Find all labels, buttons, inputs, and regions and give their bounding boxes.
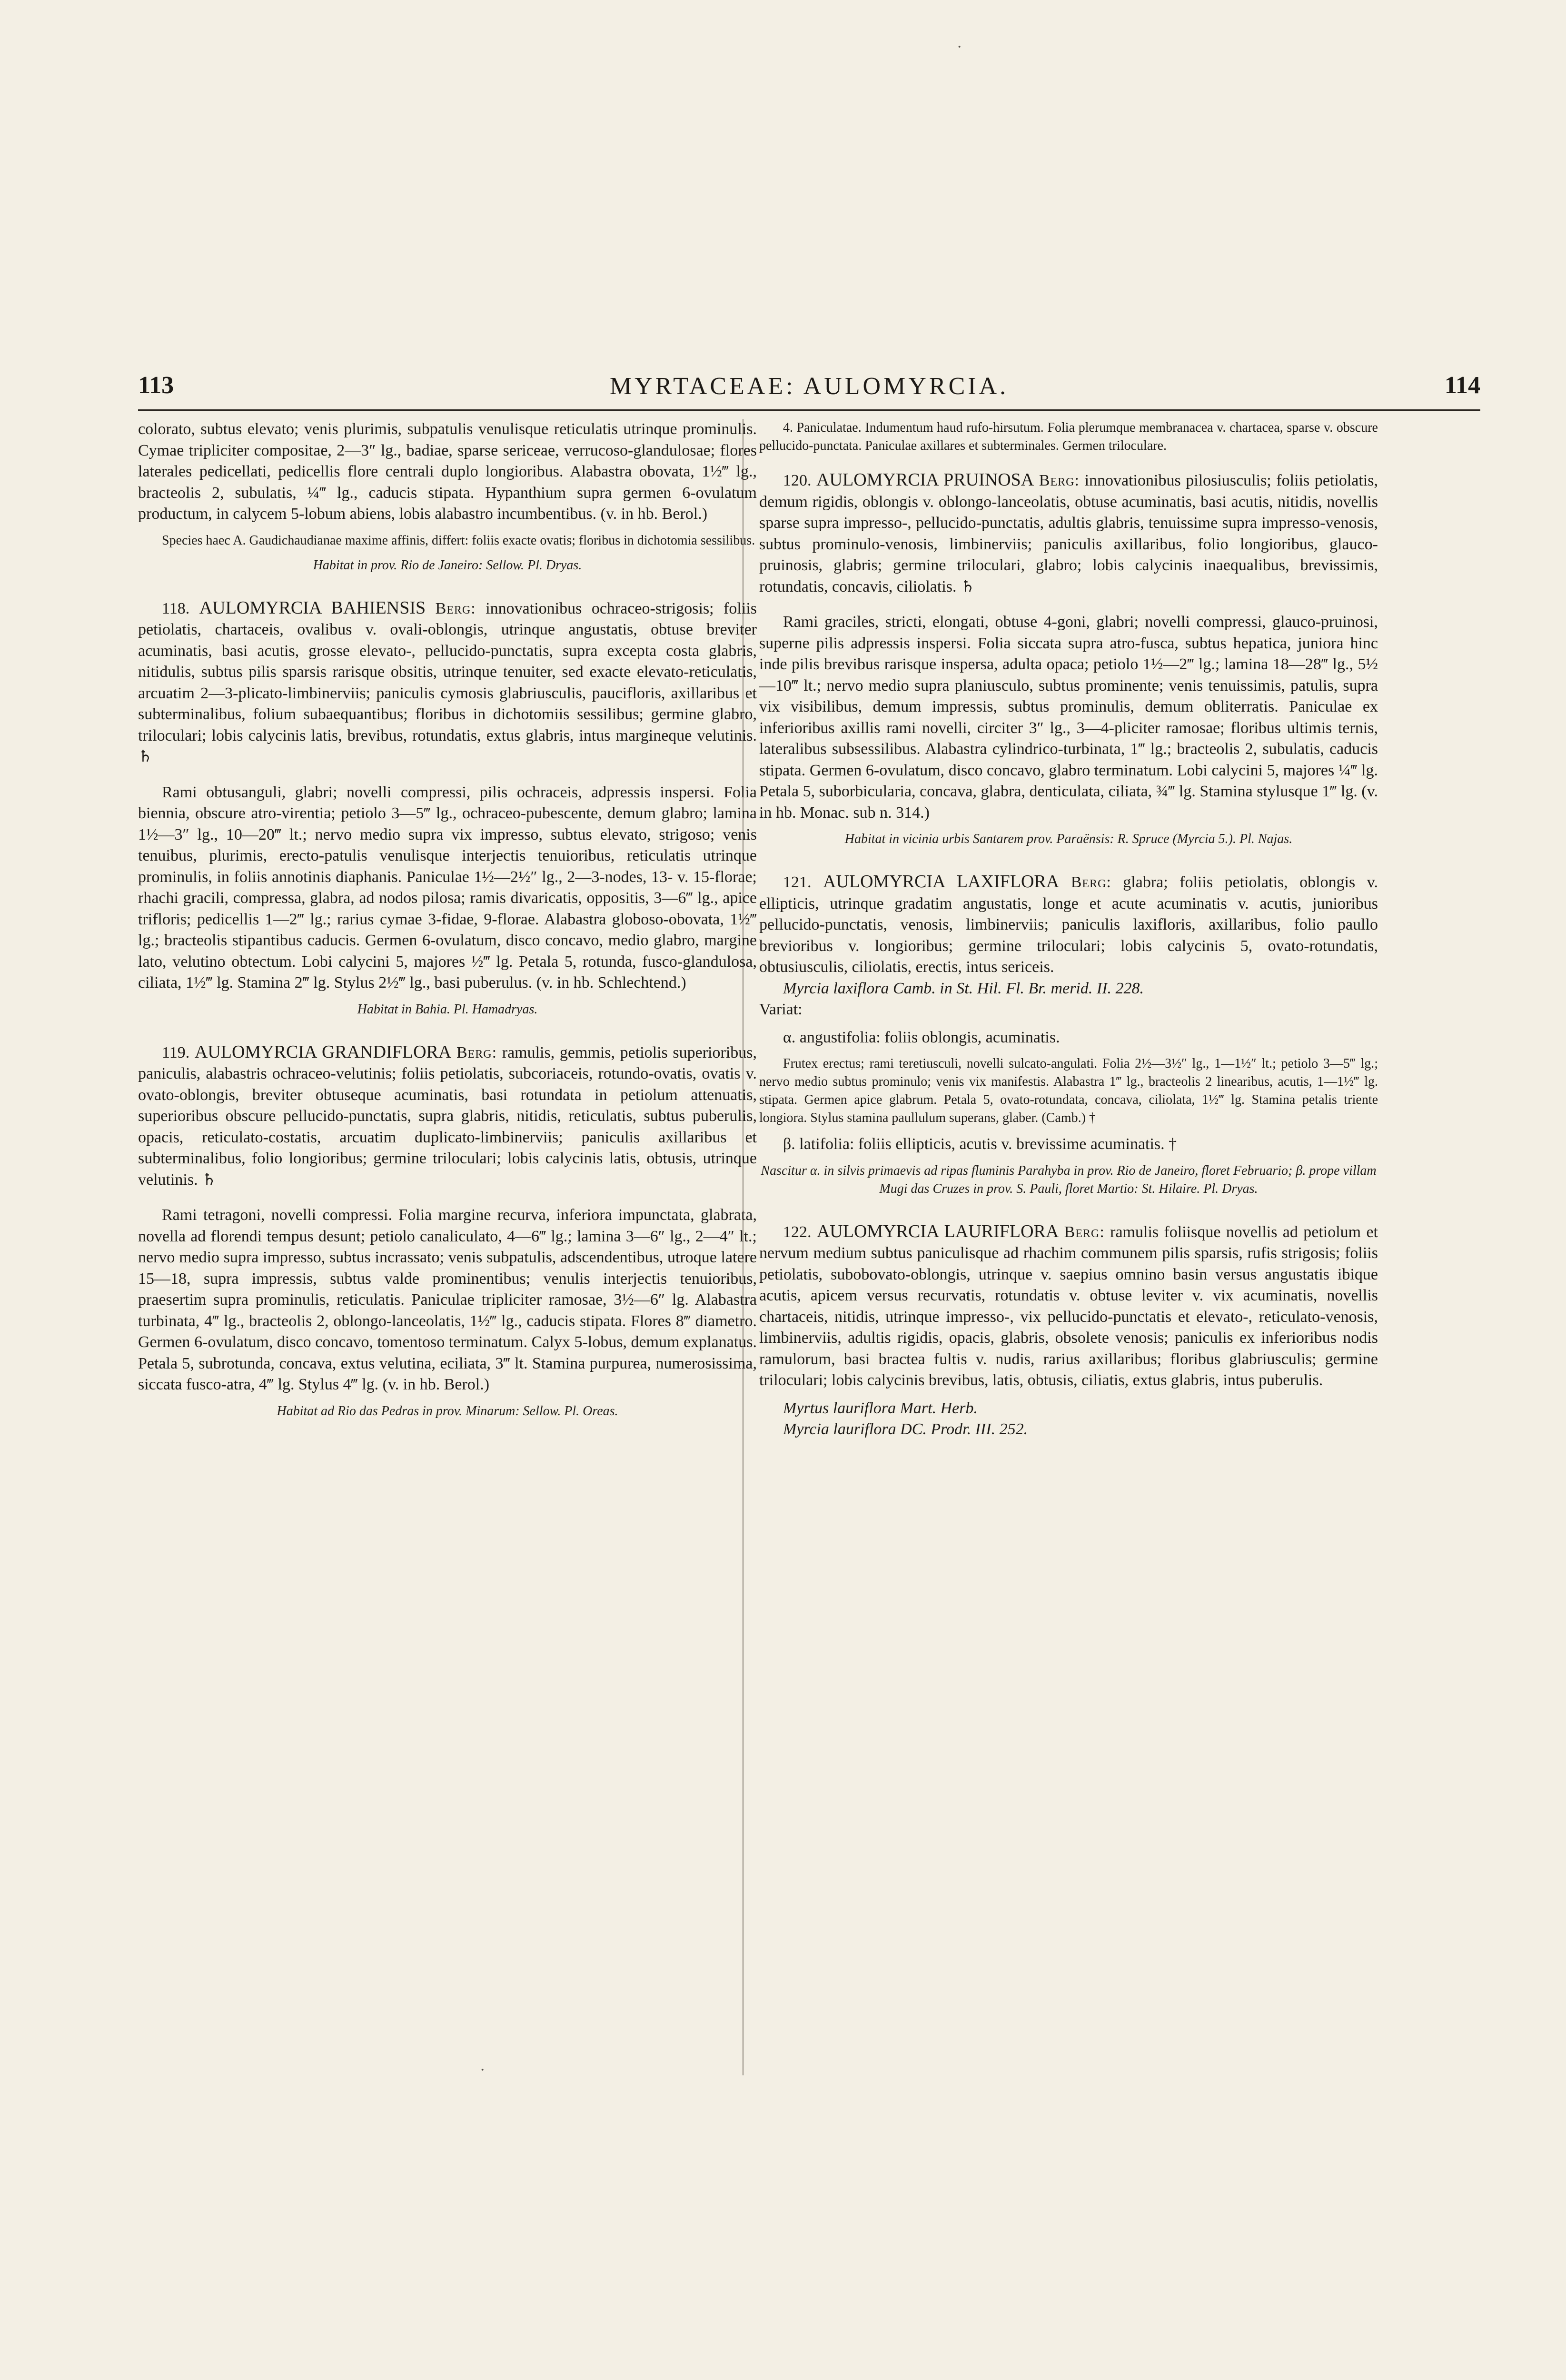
page-number-right: 114 <box>1444 372 1480 399</box>
running-title: MYRTACEAE: AULOMYRCIA. <box>609 373 1009 400</box>
species-author: Berg: <box>1064 1223 1105 1241</box>
synonym-line: Myrcia lauriflora DC. Prodr. III. 252. <box>783 1420 1028 1438</box>
species-entry-119 <box>138 1041 757 1191</box>
species-entry-121 <box>759 871 1378 978</box>
description-paragraph: Rami obtusanguli, glabri; novelli compressi, pilis ochraceis, adpressis inspersi. Folia biennia, obscure atro-virentia; petiolo 3—5‴ lg., ochraceo-pubescente, demum glabro; lamina 1½—3″ lg., 10—20‴ lt.; nervo medio supra vix impresso, subtus elevato, strigoso; venis tenuibus, plurimis, erecto-patulis venulisque interjectis tenuioribus, reticulatis utrinque prominulis, in foliis annotinis diaphanis. Paniculae 1½—2½″ lg., 2—3-nodes, 13- v. 15-florae; rhachi gracili, compressa, glabra, ad nodos pilosa; ramis divaricatis, oppositis, 3—6‴ lg., apice trifloris; pedicellis 1—2‴ lg.; rarius cymae 3-fidae, 9-florae. Alabastra globoso-obovata, 1½‴ lg.; bracteolis stipantibus caducis. Germen 6-ovulatum, disco concavo, medio glabro, margine lato, velutino obtectum. Lobi calycini 5, majores ½‴ lg. Petala 5, rotunda, fusco-glandulosa, ciliata, 1½‴ lg. Stamina 2‴ lg. Stylus 2½‴ lg., basi puberulus. (v. in hb. Schlechtend.) <box>138 783 757 992</box>
left-column <box>138 419 757 1420</box>
species-author: Berg: <box>1039 472 1080 489</box>
paragraph: colorato, subtus elevato; venis plurimis, subpatulis venulisque reticulatis utrinque prominulis. Cymae tripliciter compositae, 2—3″ lg., badiae, sparse sericeae, verrucoso-glandulosae; flores laterales pedicellati, pedicellis flore centrali duplo longioribus. Alabastra obovata, 1½‴ lg., bracteolis 2, subulatis, ¼‴ lg., caducis stipata. Hypanthium supra germen 6-ovulatum productum, in calycem 5-lobum abiens, lobis alabastro incumbentibus. (v. in hb. Berol.) <box>138 420 757 523</box>
species-number: 119. <box>162 1043 190 1061</box>
page-header <box>138 371 1480 411</box>
species-name: AULOMYRCIA LAXIFLORA <box>823 872 1060 892</box>
variat-label: Variat: <box>759 1001 803 1018</box>
variety-beta: β. latifolia: foliis ellipticis, acutis v. brevissime acuminatis. † <box>783 1135 1177 1153</box>
habitat-line: Habitat in prov. Rio de Janeiro: Sellow. Pl. Dryas. <box>313 557 582 573</box>
top-speck-mark: · <box>957 38 962 56</box>
species-entry-122 <box>759 1221 1378 1391</box>
variety-alpha-description: Frutex erectus; rami teretiusculi, novelli sulcato-angulati. Folia 2½—3½″ lg., 1—1½″ lt.; petiolo 3—5‴ lg.; nervo medio subtus prominulo; venis vix manifestis. Alabastra 1‴ lg., bracteolis 2 linearibus, acutis, 1—1½‴ lg. stipata. Germen apice glabrum. Petala 5, ovato-rotundata, concava, ciliolata, 1½‴ lg. Stamina petalis triente longiora. Stylus stamina paullulum superans, glaber. (Camb.) † <box>759 1056 1378 1125</box>
habitat-line: Habitat in Bahia. Pl. Hamadryas. <box>357 1002 538 1017</box>
page-number-left: 113 <box>138 372 174 399</box>
species-diagnosis: ramulis foliisque novellis ad petiolum et nervum medium subtus paniculisque ad rhachim communem pilis sparsis, rufis strigosis; foliis petiolatis, subobovato-oblongis, utrinque v. saepius omnino basin versus angustatis ibique acutis, apicem versus recurvatis, rotundatis v. obtuse leviter v. vix acuminatis, novellis chartaceis, nitidis, utrinque impresso-, vix pellucido-punctatis et elevato-, reticulato-venosis, limbinerviis, adultis rigidis, opacis, glabris, obsolete venosis; paniculis ex inferioribus nodis ramulorum, basi bractea fultis v. nudis, rarius axillaribus; floribus glabriusculis; germine triloculari; lobis calycinis brevibus, latis, obtusis, ciliatis, extus glabris, intus puberulis. <box>759 1223 1378 1389</box>
variety-alpha: α. angustifolia: foliis oblongis, acuminatis. <box>783 1028 1060 1046</box>
habitat-line: Habitat ad Rio das Pedras in prov. Minarum: Sellow. Pl. Oreas. <box>277 1403 618 1418</box>
species-diagnosis: innovationibus pilosiusculis; foliis petiolatis, demum rigidis, oblongis v. oblongo-lanceolatis, obtuse acuminatis, basi acutis, nitidis, novellis sparse supra impresso-, pellucido-punctatis, adultis glabris, tenuissime supra impresso-venosis, subtus prominulo-venosis, limbinerviis; paniculis axillaribus, folio longioribus, glauco-pruinosis, glabris; germine triloculari, glabro; lobis calycinis inaequalibus, brevissimis, rotundatis, concavis, ciliolatis. ♄ <box>759 472 1378 595</box>
species-author: Berg: <box>456 1043 497 1061</box>
bottom-speck-mark: · <box>480 2061 486 2079</box>
description-paragraph: Rami tetragoni, novelli compressi. Folia margine recurva, inferiora impunctata, glabrata, novella ad florendi tempus desunt; petiolo canaliculato, 4—6‴ lg.; lamina 3—6″ lg., 2—4″ lt.; nervo medio supra impresso, subtus incrassato; venis subpatulis, adscendentibus, utroque latere 15—18, supra impressis, subtus valde prominentibus; venulis interjectis tenuioribus, praesertim supra prominulis, reticulatis. Paniculae tripliciter ramosae, 3½—6″ lg. Alabastra turbinata, 4‴ lg., bracteolis 2, oblongo-lanceolatis, 1½‴ lg., caducis stipata. Flores 8‴ diametro. Germen 6-ovulatum, disco concavo, tomentoso terminatum. Calyx 5-lobus, demum explanatus. Petala 5, subrotunda, concava, extus velutina, eciliata, 3‴ lt. Stamina purpurea, numerosissima, siccata fusco-atra, 4‴ lg. Stylus 4‴ lg. (v. in hb. Berol.) <box>138 1206 757 1393</box>
species-name: AULOMYRCIA PRUINOSA <box>816 470 1034 490</box>
species-entry-120 <box>759 469 1378 597</box>
species-number: 121. <box>783 873 812 891</box>
species-name: AULOMYRCIA BAHIENSIS <box>199 597 426 618</box>
description-paragraph: Rami graciles, stricti, elongati, obtuse 4-goni, glabri; novelli compressi, glauco-pruinosi, superne pilis adpressis inspersi. Folia siccata supra atro-fusca, subtus hepatica, juniora hinc inde pilis brevibus rarisque inspersa, adulta opaca; petiolo 1½—2‴ lg.; lamina 18—28‴ lg., 5½—10‴ lt.; nervo medio supra planiusculo, subtus prominente; venis tenuissimis, patulis, supra vix visibilibus, demum impressis, subtus prominulis, demum obliterratis. Paniculae ex inferioribus axillis rami novelli, circiter 3″ lg., 3—4-pliciter ramosae; floribus ultimis ternis, lateralibus subsessilibus. Alabastra cylindrico-turbinata, 1‴ lg.; bracteolis 2, subulatis, caducis stipata. Germen 6-ovulatum, disco concavo, glabro terminatum. Lobi calycini 5, majores ¼‴ lg. Petala 5, suborbicularia, concava, glabra, denticulata, ciliata, ¾‴ lg. Stamina stylusque 1‴ lg. (v. in hb. Monac. sub n. 314.) <box>759 613 1378 822</box>
species-author: Berg: <box>435 599 476 617</box>
species-diagnosis: ramulis, gemmis, petiolis superioribus, paniculis, alabastris ochraceo-velutinis; foliis petiolatis, subcoriaceis, rotundo-ovatis, ovatis v. ovato-oblongis, breviter obtuseque acuminatis, basi rotundata in petiolum attenuatis, superioribus obscure pellucido-punctatis, supra glabris, nitidis, reticulatis, subtus puberulis, opacis, reticulato-costatis, arcuatim duplicato-limbinerviis; paniculis axillaribus et subterminalibus, folio longioribus; germine triloculari; lobis calycinis latis, obtusis, utrinque velutinis. ♄ <box>138 1043 757 1189</box>
species-number: 122. <box>783 1223 812 1241</box>
species-entry-118 <box>138 597 757 768</box>
synonym-line: Myrcia laxiflora Camb. in St. Hil. Fl. Br. merid. II. 228. <box>783 979 1144 997</box>
habitat-line: Habitat in vicinia urbis Santarem prov. Paraënsis: R. Spruce (Myrcia 5.). Pl. Najas. <box>844 832 1293 846</box>
note-paragraph: Species haec A. Gaudichaudianae maxime affinis, differt: foliis exacte ovatis; floribus in dichotomia sessilibus. <box>162 533 755 548</box>
synonym-line: Myrtus lauriflora Mart. Herb. <box>783 1399 978 1417</box>
species-diagnosis: glabra; foliis petiolatis, oblongis v. ellipticis, utrinque gradatim angustatis, longe et acute acuminatis v. acutis, junioribus pellucido-punctatis, venosis, limbinerviis; paniculis laxifloris, axillaribus, folio paullo brevioribus v. longioribus; germine triloculari; lobis calycinis 5, ovato-rotundatis, obtusiusculis, ciliolatis, erectis, intus sericeis. <box>759 873 1378 976</box>
species-number: 118. <box>162 599 190 617</box>
species-diagnosis: innovationibus ochraceo-strigosis; foliis petiolatis, chartaceis, ovalibus v. ovali-oblongis, utrinque angustatis, obtuse breviter acuminatis, basi acutis, grosse elevato-, pellucido-punctatis, supra excepta costa glabris, nitidulis, subtus pilis sparsis rarisque obsitis, utrinque tenuiter, sed exacte elevato-reticulatis, arcuatim 2—3-plicato-limbinerviis; paniculis cymosis glabriusculis, paucifloris, axillaribus et subterminalibus, folium subaequantibus; floribus in dichotomiis sessilibus; germine glabro, triloculari; lobis calycinis latis, brevibus, rotundatis, extus glabris, intus margineque velutinis. ♄ <box>138 599 757 765</box>
species-name: AULOMYRCIA GRANDIFLORA <box>194 1041 452 1062</box>
habitat-line: Nascitur α. in silvis primaevis ad ripas fluminis Parahyba in prov. Rio de Janeiro, floret Februario; β. prope villam Mugi das Cruzes in prov. S. Pauli, floret Martio: St. Hilaire. Pl. Dryas. <box>761 1163 1377 1196</box>
species-number: 120. <box>783 472 812 489</box>
right-column <box>759 419 1378 1440</box>
species-author: Berg: <box>1070 873 1111 891</box>
section-note: 4. Paniculatae. Indumentum haud rufo-hirsutum. Folia plerumque membranacea v. chartacea, sparse v. obscure pellucido-punctata. Paniculae axillares et subterminales. Germen triloculare. <box>759 420 1378 453</box>
species-name: AULOMYRCIA LAURIFLORA <box>816 1221 1059 1241</box>
